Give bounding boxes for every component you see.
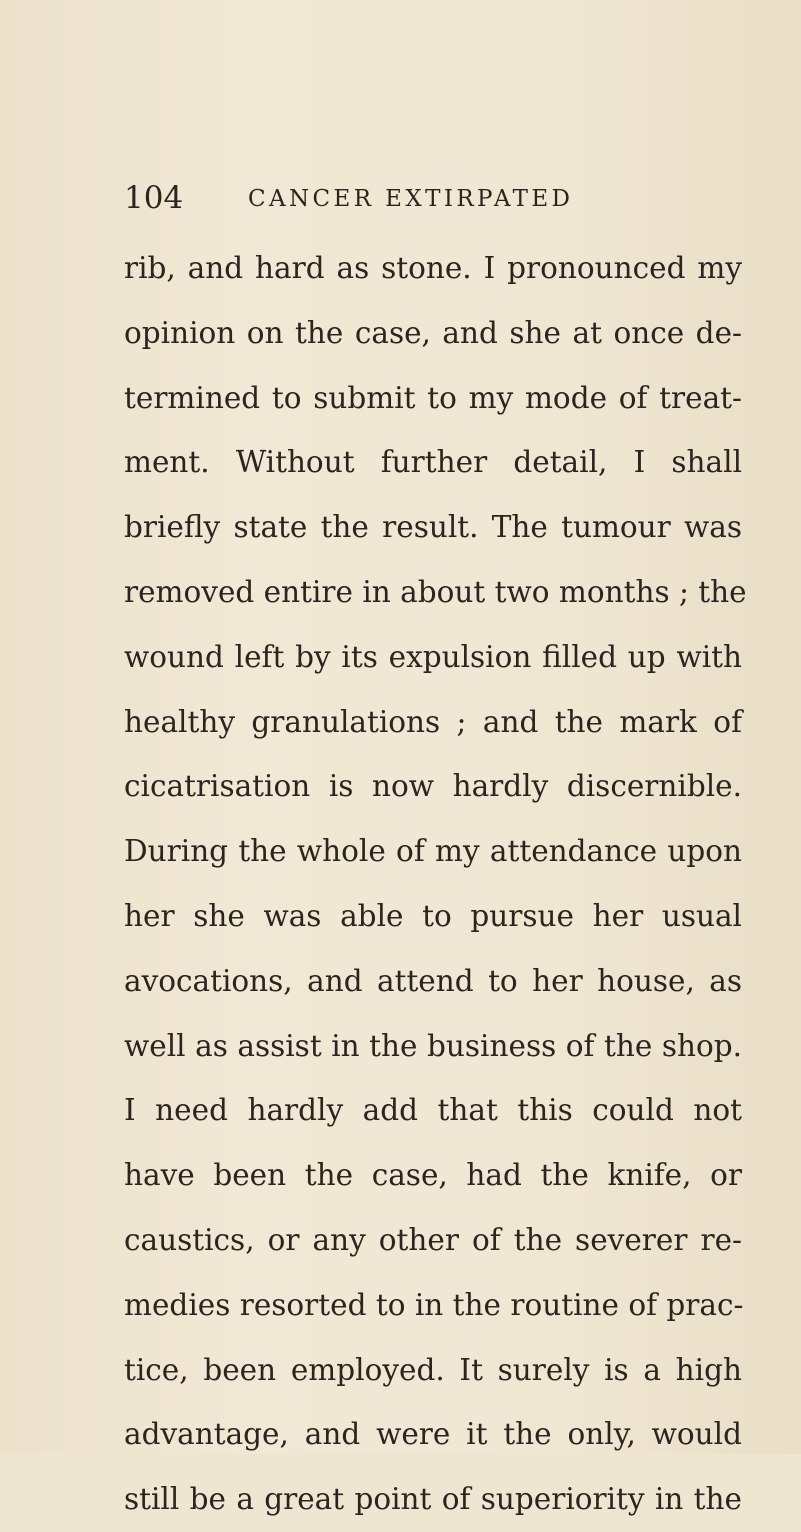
text-line: avocations, and attend to her house, as	[124, 963, 742, 998]
running-title: CANCER EXTIRPATED	[248, 186, 574, 212]
text-line: cicatrisation is now hardly discernible.	[124, 769, 742, 804]
text-line: advantage, and were it the only, would	[124, 1417, 742, 1452]
text-line: During the whole of my attendance upon	[124, 834, 742, 869]
text-line: tice, been employed. It surely is a high	[124, 1352, 742, 1387]
text-line: medies resorted to in the routine of prac-	[124, 1287, 744, 1322]
text-line: have been the case, had the knife, or	[124, 1158, 742, 1193]
text-line: wound left by its expulsion filled up with	[124, 639, 742, 674]
text-line: caustics, or any other of the severer re-	[124, 1222, 742, 1257]
text-line: ment. Without further detail, I shall	[124, 445, 742, 480]
text-line: healthy granulations ; and the mark of	[124, 704, 742, 739]
text-line: rib, and hard as stone. I pronounced my	[124, 251, 742, 285]
text-line: I need hardly add that this could not	[124, 1093, 742, 1128]
body-text	[124, 236, 747, 1532]
text-line: termined to submit to my mode of treat-	[124, 380, 742, 415]
text-line: opinion on the case, and she at once de-	[124, 315, 742, 350]
text-line: well as assist in the business of the shop.	[124, 1028, 742, 1063]
text-line: still be a great point of superiority in the	[124, 1482, 742, 1517]
text-line: briefly state the result. The tumour was	[124, 510, 742, 545]
page-number: 104	[124, 180, 184, 216]
text-line: removed entire in about two months ; the	[124, 574, 747, 609]
text-line: her she was able to pursue her usual	[124, 898, 742, 933]
running-head	[124, 178, 744, 218]
